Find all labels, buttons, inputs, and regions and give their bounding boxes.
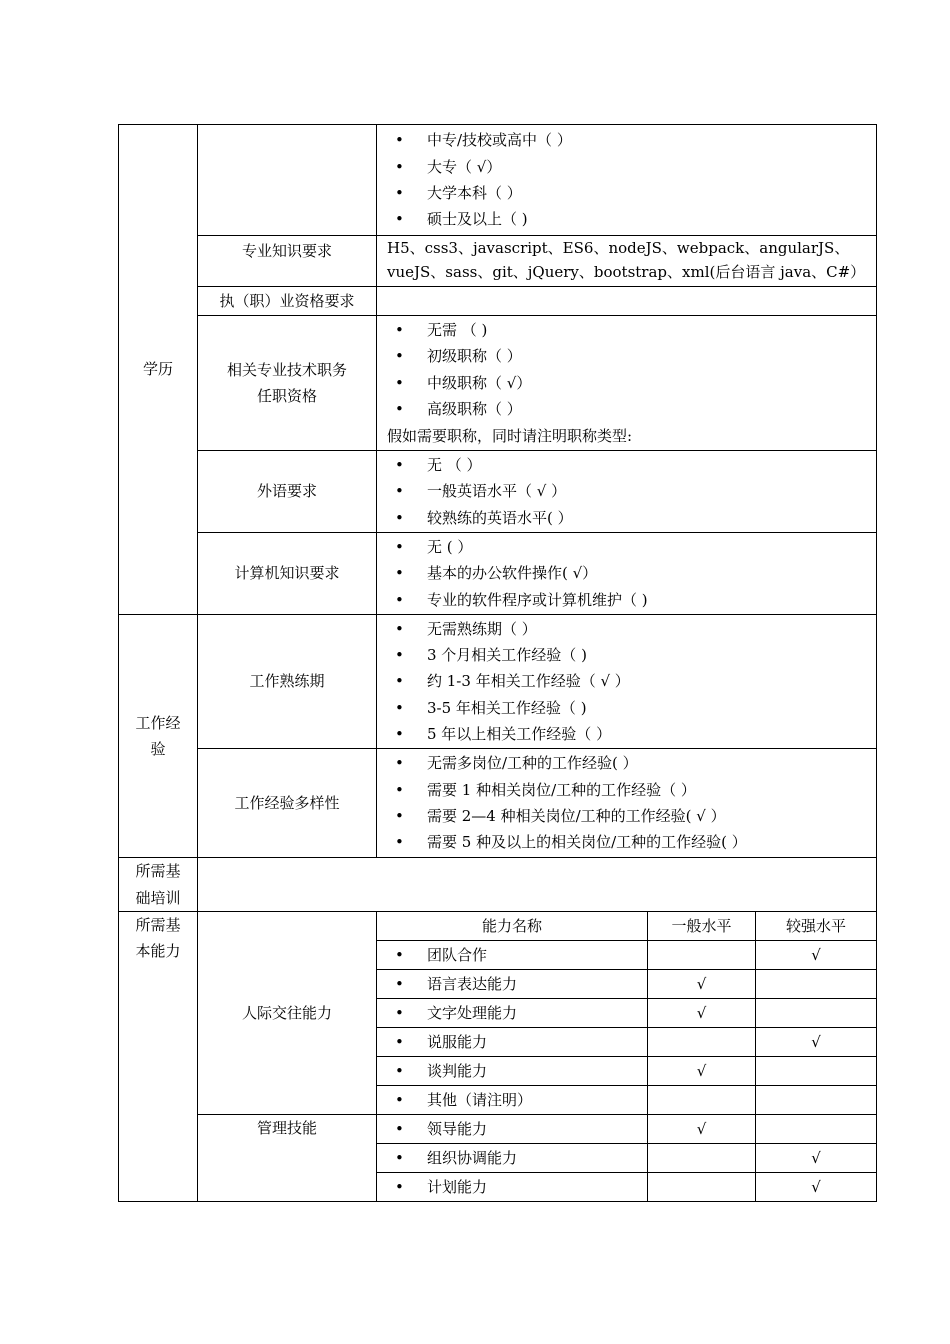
option-text: 初级职称（ ） — [427, 347, 522, 366]
bullet: • — [395, 373, 404, 392]
option-text: 无 ( ） — [427, 537, 473, 556]
bullet: • — [395, 321, 404, 340]
title-note: 假如需要职称，同时请注明职称类型: — [387, 426, 633, 445]
option-item — [377, 452, 876, 478]
option-item — [377, 317, 876, 343]
ability-name: 说服能力 — [427, 1032, 488, 1051]
title-label-line2: 任职资格 — [256, 387, 317, 405]
option-text: 大专（ √） — [427, 157, 502, 176]
option-item — [377, 721, 876, 747]
bullet: • — [395, 508, 404, 527]
strong-level-cell: √ — [756, 1173, 877, 1202]
foreign-language-options — [377, 451, 877, 533]
option-text: 5 年以上相关工作经验（ ） — [427, 725, 612, 744]
option-text: 无需熟练期（ ） — [427, 619, 537, 638]
bullet: • — [395, 1032, 404, 1051]
proficiency-options — [377, 615, 877, 749]
bullet: • — [395, 1119, 404, 1138]
option-item — [377, 396, 876, 422]
option-item — [377, 777, 876, 803]
bullet: • — [395, 455, 404, 474]
ability-label-line1: 所需基 — [135, 916, 181, 934]
ability-name: 领导能力 — [427, 1119, 488, 1138]
option-item — [377, 803, 876, 829]
ability-name: 语言表达能力 — [427, 974, 518, 993]
option-text: 无需 （ ) — [427, 321, 488, 340]
ability-label-line2: 本能力 — [135, 942, 181, 961]
ability-row-name — [377, 970, 648, 999]
ability-row-name — [377, 1057, 648, 1086]
strong-level-cell — [756, 999, 877, 1028]
bullet: • — [395, 564, 404, 583]
bullet: • — [395, 672, 404, 691]
ability-name: 文字处理能力 — [427, 1003, 518, 1022]
normal-level-cell — [648, 1028, 756, 1057]
strong-level-cell: √ — [756, 1144, 877, 1173]
option-item — [377, 154, 876, 180]
option-item — [377, 587, 876, 613]
option-text: 一般英语水平（ √ ） — [427, 482, 567, 501]
normal-level-cell — [648, 1086, 756, 1115]
option-list — [377, 127, 876, 233]
proficiency-label: 工作熟练期 — [198, 615, 377, 749]
ability-name-header: 能力名称 — [377, 912, 648, 941]
ability-name: 其他（请注明） — [427, 1090, 533, 1109]
option-item — [377, 206, 876, 232]
bullet: • — [395, 974, 404, 993]
training-label-line1: 所需基 — [135, 862, 181, 881]
qualification-value — [377, 287, 877, 316]
computer-knowledge-options — [377, 533, 877, 615]
bullet: • — [395, 482, 404, 501]
interpersonal-label: 人际交往能力 — [198, 912, 377, 1115]
foreign-language-label: 外语要求 — [198, 451, 377, 533]
normal-level-cell — [648, 941, 756, 970]
option-item — [377, 695, 876, 721]
option-text: 需要 2—4 种相关岗位/工种的工作经验( √ ） — [427, 807, 726, 825]
bullet: • — [395, 1061, 404, 1080]
work-experience-label — [119, 615, 198, 858]
bullet: • — [395, 184, 404, 202]
ability-row-name — [377, 1086, 648, 1115]
bullet: • — [395, 537, 404, 556]
bullet: • — [395, 645, 404, 664]
normal-level-cell: √ — [648, 999, 756, 1028]
training-value — [198, 858, 877, 912]
ability-row-name — [377, 1144, 648, 1173]
diversity-options — [377, 749, 877, 858]
knowledge-label: 专业知识要求 — [198, 236, 377, 287]
ability-row-name — [377, 1173, 648, 1202]
normal-level-cell — [648, 1144, 756, 1173]
bullet: • — [395, 619, 404, 638]
option-text: 硕士及以上（ ) — [427, 210, 528, 229]
strong-level-cell — [756, 1057, 877, 1086]
bullet: • — [395, 590, 404, 609]
bullet: • — [395, 698, 404, 717]
bullet: • — [395, 210, 404, 229]
bullet: • — [395, 1090, 404, 1109]
ability-label — [119, 912, 198, 1202]
option-item — [377, 616, 876, 642]
job-requirements-table — [118, 124, 877, 1202]
option-text: 需要 1 种相关岗位/工种的工作经验（ ） — [427, 780, 696, 799]
option-text: 3 个月相关工作经验（ ) — [427, 645, 587, 664]
option-text: 专业的软件程序或计算机维护（ ) — [427, 590, 648, 609]
qualification-label: 执（职）业资格要求 — [198, 287, 377, 316]
work-experience-label-line2: 验 — [150, 740, 166, 758]
option-item — [377, 127, 876, 153]
bullet: • — [395, 833, 404, 852]
computer-knowledge-label: 计算机知识要求 — [198, 533, 377, 615]
option-item — [377, 505, 876, 531]
option-text: 中级职称（ √） — [427, 373, 532, 392]
training-label — [119, 858, 198, 912]
title-label — [198, 316, 377, 451]
title-options — [377, 316, 877, 451]
option-item — [377, 343, 876, 369]
option-text: 无 （ ） — [427, 455, 482, 474]
option-list — [377, 317, 876, 423]
option-item — [377, 642, 876, 668]
option-item — [377, 478, 876, 504]
normal-level-cell: √ — [648, 1057, 756, 1086]
knowledge-value: H5、css3、javascript、ES6、nodeJS、webpack、angularJS、vueJS、sass、git、jQuery、bootstrap、xml(后台语言 java、C#） — [377, 236, 877, 287]
bullet: • — [395, 945, 404, 964]
strong-level-cell: √ — [756, 941, 877, 970]
option-text: 大学本科（ ） — [427, 184, 522, 202]
option-text: 中专/技校或高中（ ） — [427, 131, 572, 150]
strong-level-cell — [756, 1115, 877, 1144]
ability-row-name — [377, 999, 648, 1028]
strong-level-cell — [756, 1086, 877, 1115]
management-label: 管理技能 — [198, 1115, 377, 1202]
option-text: 基本的办公软件操作( √） — [427, 564, 598, 583]
bullet: • — [395, 1003, 404, 1022]
normal-level-header: 一般水平 — [648, 912, 756, 941]
option-list — [377, 452, 876, 531]
education-level-options — [377, 125, 877, 236]
option-text: 无需多岗位/工种的工作经验( ） — [427, 754, 638, 773]
title-label-line1: 相关专业技术职务 — [226, 360, 347, 379]
work-experience-label-line1: 工作经 — [135, 713, 181, 732]
option-text: 约 1-3 年相关工作经验（ √ ） — [427, 672, 630, 691]
normal-level-cell: √ — [648, 1115, 756, 1144]
ability-name: 计划能力 — [427, 1177, 488, 1196]
strong-level-cell: √ — [756, 1028, 877, 1057]
training-label-line2: 础培训 — [135, 888, 181, 907]
option-item — [377, 370, 876, 396]
strong-level-header: 较强水平 — [756, 912, 877, 941]
option-item — [377, 750, 876, 776]
bullet: • — [395, 1148, 404, 1167]
diversity-label: 工作经验多样性 — [198, 749, 377, 858]
strong-level-cell — [756, 970, 877, 999]
education-label: 学历 — [119, 125, 198, 615]
bullet: • — [395, 754, 404, 773]
ability-row-name — [377, 1028, 648, 1057]
ability-name: 团队合作 — [427, 945, 488, 964]
bullet: • — [395, 780, 404, 799]
normal-level-cell — [648, 1173, 756, 1202]
bullet: • — [395, 157, 404, 176]
bullet: • — [395, 131, 404, 150]
bullet: • — [395, 400, 404, 419]
education-level-label-cell — [198, 125, 377, 236]
option-text: 较熟练的英语水平( ） — [427, 508, 573, 527]
option-text: 3-5 年相关工作经验（ ) — [427, 698, 587, 717]
option-item — [377, 560, 876, 586]
bullet: • — [395, 807, 404, 825]
ability-name: 组织协调能力 — [427, 1148, 518, 1167]
option-item — [377, 534, 876, 560]
option-list — [377, 534, 876, 613]
ability-row-name — [377, 941, 648, 970]
option-item — [377, 668, 876, 694]
option-list — [377, 616, 876, 748]
option-list — [377, 750, 876, 856]
normal-level-cell: √ — [648, 970, 756, 999]
option-text: 高级职称（ ） — [427, 400, 522, 419]
option-item — [377, 180, 876, 206]
bullet: • — [395, 1177, 404, 1196]
option-text: 需要 5 种及以上的相关岗位/工种的工作经验( ） — [427, 833, 747, 852]
bullet: • — [395, 725, 404, 744]
ability-row-name — [377, 1115, 648, 1144]
ability-name: 谈判能力 — [427, 1061, 488, 1080]
bullet: • — [395, 347, 404, 366]
option-item — [377, 829, 876, 855]
